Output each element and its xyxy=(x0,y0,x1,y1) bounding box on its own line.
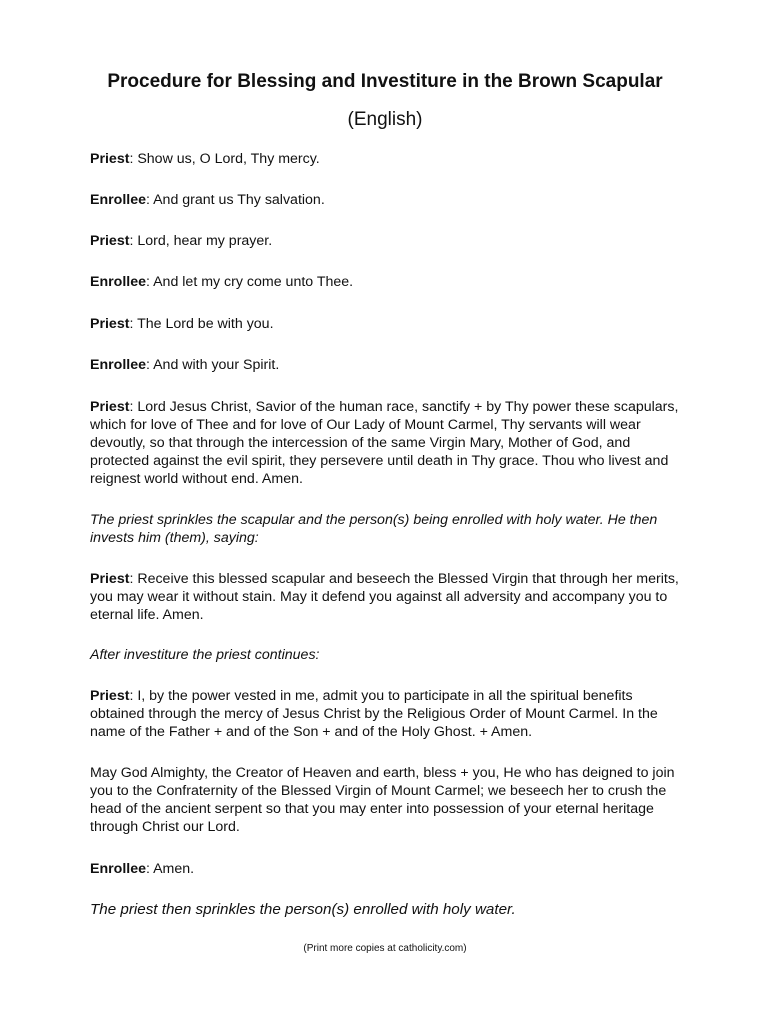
dialogue-line-1 xyxy=(90,150,680,168)
dialogue-line-2 xyxy=(90,191,680,209)
speaker-label: Priest xyxy=(90,233,130,249)
prayer-text: Receive this blessed scapular and beseech the Blessed Virgin that through her merits, you may wear it without stain. May it defend you against all adversity and accompany you to eternal life. Amen. xyxy=(90,571,679,623)
speaker-colon: : xyxy=(145,861,150,877)
speaker-label: Enrollee xyxy=(90,274,146,290)
print-copies-footer: (Print more copies at catholicity.com) xyxy=(303,943,467,954)
speaker-label: Enrollee xyxy=(90,861,146,877)
speaker-label: Priest xyxy=(90,571,130,587)
speaker-label: Priest xyxy=(90,151,130,167)
speaker-colon: : xyxy=(129,571,134,587)
speaker-colon: : xyxy=(145,274,150,290)
document-subtitle: (English) xyxy=(347,109,423,130)
dialogue-line-3 xyxy=(90,232,680,250)
admission-prayer xyxy=(90,687,680,741)
dialogue-line-6 xyxy=(90,356,680,374)
speaker-colon: : xyxy=(129,151,134,167)
investiture-prayer xyxy=(90,570,680,624)
rubric-after-investiture: After investiture the priest continues: xyxy=(90,647,320,663)
speaker-label: Enrollee xyxy=(90,192,146,208)
speaker-colon: : xyxy=(129,399,134,415)
line-text: The Lord be with you. xyxy=(133,316,274,332)
blessing-prayer xyxy=(90,398,680,488)
line-text: And with your Spirit. xyxy=(149,357,280,373)
closing-response xyxy=(90,860,680,878)
speaker-colon: : xyxy=(145,357,150,373)
prayer-text: Lord Jesus Christ, Savior of the human race, sanctify + by Thy power these scapulars, which for love of Thee and for love of Our Lady of Mount Carmel, Thy servants will wear devoutly, so that through the intercession of the same Virgin Mary, Mother of God, and protected against the evil spirit, they persevere until death in Thy grace. Thou who livest and reignest world without end. Amen. xyxy=(90,399,679,487)
prayer-text: I, by the power vested in me, admit you to participate in all the spiritual benefits obtained through the mercy of Jesus Christ by the Religious Order of Mount Carmel. In the name of the Father + and of the Son + and of the Holy Ghost. + Amen. xyxy=(90,688,658,740)
speaker-label: Priest xyxy=(90,688,130,704)
line-text: And grant us Thy salvation. xyxy=(149,192,325,208)
dialogue-line-5 xyxy=(90,315,680,333)
rubric-sprinkle-scapular: The priest sprinkles the scapular and the person(s) being enrolled with holy water. He then invests him (them), saying: xyxy=(90,512,658,546)
speaker-label: Priest xyxy=(90,399,130,415)
line-text: Amen. xyxy=(149,861,195,877)
line-text: And let my cry come unto Thee. xyxy=(149,274,354,290)
speaker-colon: : xyxy=(129,233,134,249)
final-blessing: May God Almighty, the Creator of Heaven and earth, bless + you, He who has deigned to join you to the Confraternity of the Blessed Virgin of Mount Carmel; we beseech her to crush the head of the ancient serpent so that you may enter into possession of your eternal heritage through Christ our Lord. xyxy=(90,765,675,835)
dialogue-line-4 xyxy=(90,273,680,291)
speaker-colon: : xyxy=(129,688,134,704)
line-text: Show us, O Lord, Thy mercy. xyxy=(133,151,320,167)
document-title: Procedure for Blessing and Investiture in the Brown Scapular xyxy=(107,71,663,92)
speaker-label: Enrollee xyxy=(90,357,146,373)
speaker-label: Priest xyxy=(90,316,130,332)
speaker-colon: : xyxy=(129,316,134,332)
speaker-colon: : xyxy=(145,192,150,208)
line-text: Lord, hear my prayer. xyxy=(133,233,273,249)
rubric-final-sprinkle: The priest then sprinkles the person(s) enrolled with holy water. xyxy=(90,901,516,918)
